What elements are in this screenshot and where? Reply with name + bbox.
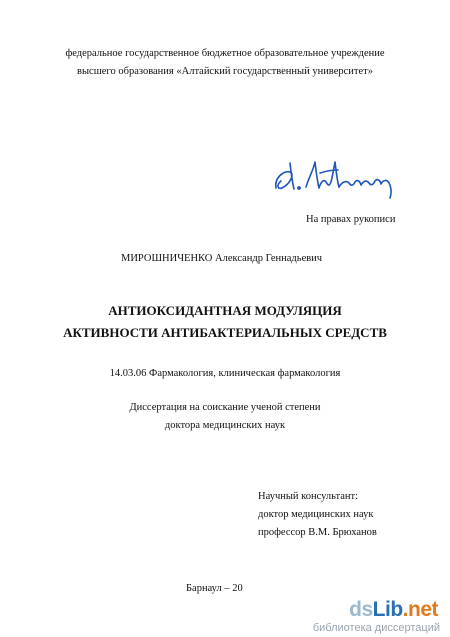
consultant-name: профессор В.М. Брюханов xyxy=(258,527,377,538)
institution-line-1: федеральное государственное бюджетное образовательное учреждение xyxy=(65,48,385,59)
dissertation-title-line-2: АКТИВНОСТИ АНТИБАКТЕРИАЛЬНЫХ СРЕДСТВ xyxy=(63,325,387,340)
dslib-logo: dsLib.net xyxy=(349,598,438,621)
consultant-label: Научный консультант: xyxy=(258,491,359,502)
dslib-watermark[interactable] xyxy=(312,597,450,637)
consultant-degree: доктор медицинских наук xyxy=(258,509,374,520)
institution-line-2: высшего образования «Алтайский государственный университет» xyxy=(77,66,373,77)
author-name: МИРОШНИЧЕНКО Александр Геннадьевич xyxy=(121,253,323,264)
manuscript-rights-note: На правах рукописи xyxy=(306,214,396,225)
degree-line-1: Диссертация на соискание ученой степени xyxy=(129,402,321,413)
specialty-code: 14.03.06 Фармакология, клиническая фармакология xyxy=(109,368,341,379)
signature-image xyxy=(268,152,408,200)
dissertation-title-line-1: АНТИОКСИДАНТНАЯ МОДУЛЯЦИЯ xyxy=(108,303,342,318)
degree-line-2: доктора медицинских наук xyxy=(164,420,286,431)
dslib-subtitle: библиотека диссертаций xyxy=(312,622,440,634)
city-year: Барнаул – 20 xyxy=(186,583,243,594)
